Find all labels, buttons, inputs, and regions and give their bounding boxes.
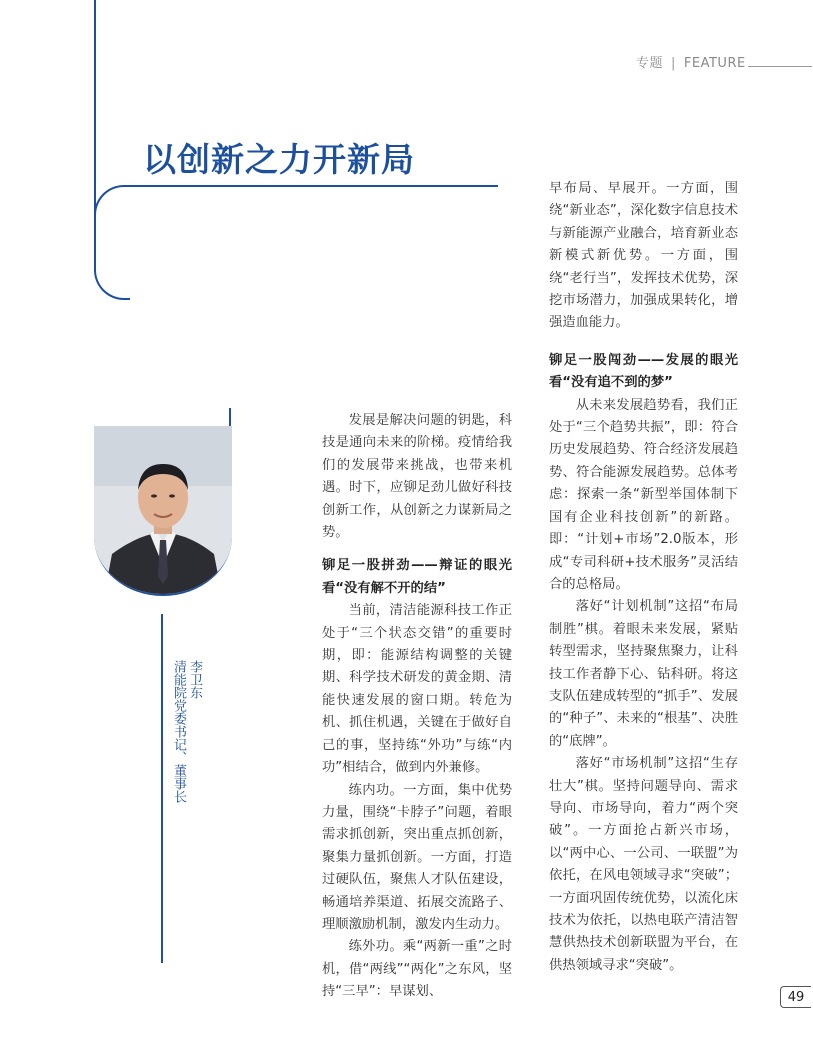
decorative-curve	[94, 185, 130, 300]
header-separator: |	[671, 56, 676, 71]
body-paragraph: 练内功。一方面，集中优势力量，围绕“卡脖子”问题，着眼需求抓创新，突出重点抓创新，聚集力量抓创新。一方面，打造过硬队伍，聚焦人才队伍建设，畅通培养渠道、拓展交流路子、理顺激励机制，激发内生动力。	[322, 782, 512, 932]
article-title: 以创新之力开新局	[143, 140, 415, 179]
body-paragraph: 练外功。乘“两新一重”之时机，借“两线”“两化”之东风，坚持“三早”：早谋划、	[322, 939, 512, 1000]
section-heading: 铆足一股拼劲——辩证的眼光看“没有解不开的结”	[322, 558, 512, 596]
body-paragraph: 当前，清洁能源科技工作正处于“三个状态交错”的重要时期，即：能源结构调整的关键期、科学技术研发的黄金期、清能快速发展的窗口期。转危为机、抓住机遇，关键在于做好自己的事，坚持练“外功”与练“内功”相结合，做到内外兼修。	[322, 603, 512, 776]
page-number: 49	[780, 986, 811, 1008]
author-caption	[170, 660, 202, 803]
body-paragraph: 落好“计划机制”这招“布局制胜”棋。着眼未来发展，紧贴转型需求，坚持聚焦聚力，让科技工作者静下心、钻科研。将这支队伍建成转型的“抓手”、发展的“种子”、未来的“根基”、决胜的“底牌”。	[549, 599, 738, 749]
decorative-rule	[128, 185, 498, 187]
author-name: 李卫东	[187, 660, 202, 699]
header-rule	[748, 66, 812, 67]
section-label-cn: 专题	[636, 56, 664, 71]
author-portrait	[94, 426, 232, 596]
body-paragraph: 落好“市场机制”这招“生存壮大”棋。坚持问题导向、需求导向、市场导向，着力“两个突破”。一方面抢占新兴市场，以“两中心、一公司、一联盟”为依托，在风电领域寻求“突破”；一方面巩固传统优势，以流化床技术为依托，以热电联产清洁智慧供热技术创新联盟为平台，在供热领域寻求“突破”。	[549, 756, 738, 973]
body-paragraph: 从未来发展趋势看，我们正处于“三个趋势共振”，即：符合历史发展趋势、符合经济发展趋势、符合能源发展趋势。总体考虑：探索一条“新型举国体制下国有企业科技创新”的新路。即：“计划+市场”2.0版本，形成“专司科研+技术服务”灵活结合的总格局。	[549, 397, 738, 592]
decorative-line	[161, 614, 163, 963]
intro-paragraph: 发展是解决问题的钥匙，科技是通向未来的阶梯。疫情给我们的发展带来挑战，也带来机遇。时下，应铆足劲儿做好科技创新工作，从创新之力谋新局之势。	[322, 413, 512, 541]
right-column	[549, 178, 738, 977]
middle-column	[322, 410, 512, 1004]
body-paragraph: 早布局、早展开。一方面，围绕“新业态”，深化数字信息技术与新能源产业融合，培育新业态新模式新优势。一方面，围绕“老行当”，发挥技术优势，深挖市场潜力，加强成果转化，增强造血能力。	[549, 181, 738, 331]
section-heading: 铆足一股闯劲——发展的眼光看“没有追不到的梦”	[549, 352, 738, 391]
section-label-en: FEATURE	[683, 56, 746, 71]
section-header	[636, 52, 746, 71]
author-role: 清能院党委书记、董事长	[171, 660, 186, 803]
